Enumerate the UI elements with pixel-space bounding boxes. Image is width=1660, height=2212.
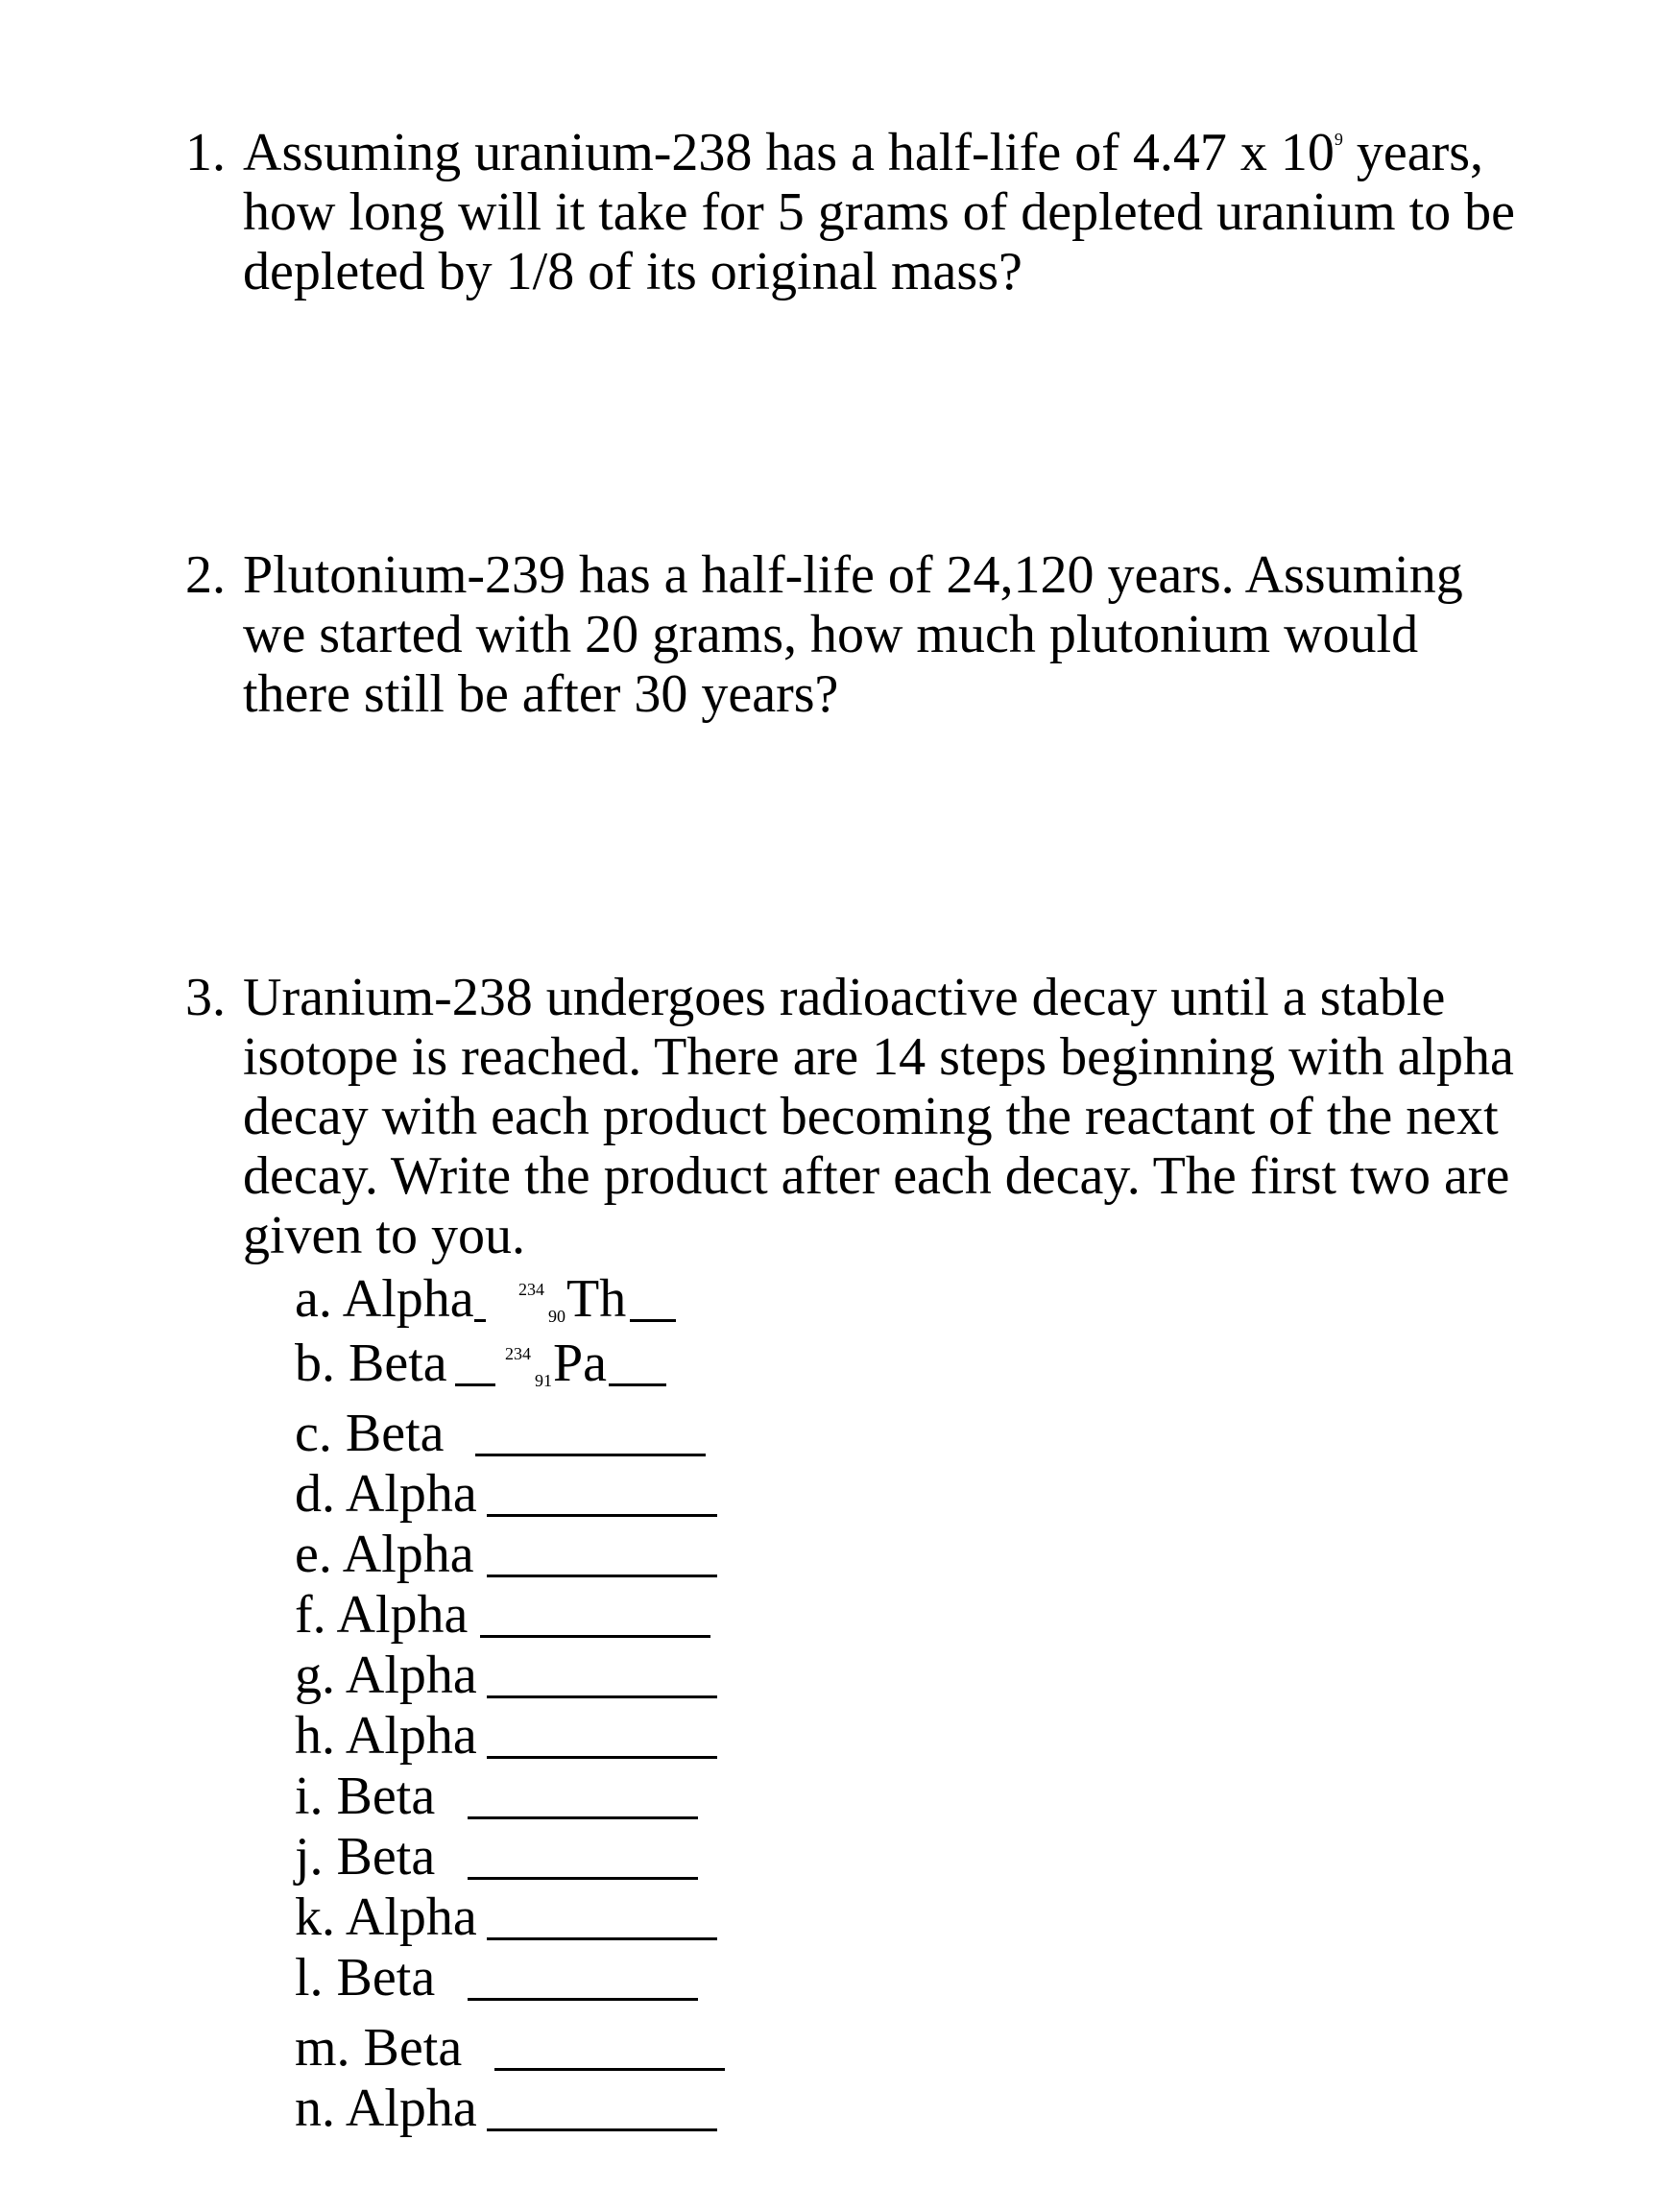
- step-label: h. Alpha: [295, 1706, 477, 1766]
- step-label: i. Beta: [295, 1767, 436, 1826]
- answer-blank[interactable]: [487, 1756, 717, 1759]
- answer-blank[interactable]: [468, 1816, 698, 1819]
- question-text: [243, 545, 1529, 724]
- answer-blank[interactable]: [468, 1877, 698, 1880]
- atomic-number: 91: [535, 1371, 552, 1390]
- answer-blank[interactable]: [480, 1635, 710, 1638]
- question-line: decay with each product becoming the reactant of the next: [243, 1087, 1499, 1146]
- answer-line: [630, 1319, 676, 1322]
- step-label: b. Beta: [295, 1334, 447, 1393]
- answer-blank[interactable]: [487, 1514, 717, 1517]
- answer-blank[interactable]: [487, 1937, 717, 1940]
- question-line: given to you.: [243, 1206, 525, 1265]
- answer-line: [609, 1383, 666, 1386]
- step-label: f. Alpha: [295, 1585, 469, 1645]
- answer-blank[interactable]: [487, 1695, 717, 1698]
- step-label: l. Beta: [295, 1948, 436, 2008]
- question-1: [185, 123, 1529, 301]
- question-line: depleted by 1/8 of its original mass?: [243, 242, 1022, 301]
- answer-blank[interactable]: [487, 2128, 717, 2131]
- step-label: n. Alpha: [295, 2079, 477, 2138]
- answer-blank[interactable]: [494, 2068, 725, 2071]
- question-line: Assuming uranium-238 has a half-life of 4.47 x $10^9$ years,: [243, 123, 1484, 182]
- question-number: 3.: [185, 968, 226, 1027]
- given-product-symbol: Pa: [553, 1334, 607, 1393]
- question-line: how long will it take for 5 grams of depleted uranium to be: [243, 182, 1516, 242]
- mass-number: 234: [518, 1280, 544, 1299]
- given-product-symbol: Th: [566, 1269, 627, 1329]
- answer-blank[interactable]: [475, 1454, 706, 1456]
- question-number: 1.: [185, 123, 226, 182]
- answer-line: [474, 1319, 486, 1322]
- question-line: isotope is reached. There are 14 steps beginning with alpha: [243, 1027, 1514, 1087]
- question-line: decay. Write the product after each decay. The first two are: [243, 1146, 1510, 1206]
- question-number: 2.: [185, 545, 226, 605]
- step-label: c. Beta: [295, 1404, 445, 1463]
- atomic-number: 90: [548, 1307, 565, 1326]
- question-line: Uranium-238 undergoes radioactive decay until a stable: [243, 968, 1446, 1027]
- question-line: there still be after 30 years?: [243, 664, 839, 724]
- question-3: [185, 968, 1529, 1265]
- question-text: [243, 968, 1529, 1265]
- answer-blank[interactable]: [468, 1998, 698, 2001]
- question-line: Plutonium-239 has a half-life of 24,120 years. Assuming: [243, 545, 1463, 605]
- mass-number: 234: [505, 1344, 531, 1363]
- answer-line: [455, 1383, 495, 1386]
- answer-blank[interactable]: [487, 1575, 717, 1577]
- step-label: e. Alpha: [295, 1525, 474, 1584]
- step-label: k. Alpha: [295, 1887, 477, 1947]
- question-line: we started with 20 grams, how much plutonium would: [243, 605, 1419, 664]
- question-2: [185, 545, 1529, 724]
- step-label: g. Alpha: [295, 1646, 477, 1705]
- step-label: d. Alpha: [295, 1464, 477, 1524]
- step-label: a. Alpha: [295, 1269, 474, 1329]
- step-label: j. Beta: [295, 1827, 436, 1887]
- exponent: 9: [1334, 130, 1343, 149]
- question-text: [243, 123, 1529, 301]
- step-label: m. Beta: [295, 2018, 463, 2078]
